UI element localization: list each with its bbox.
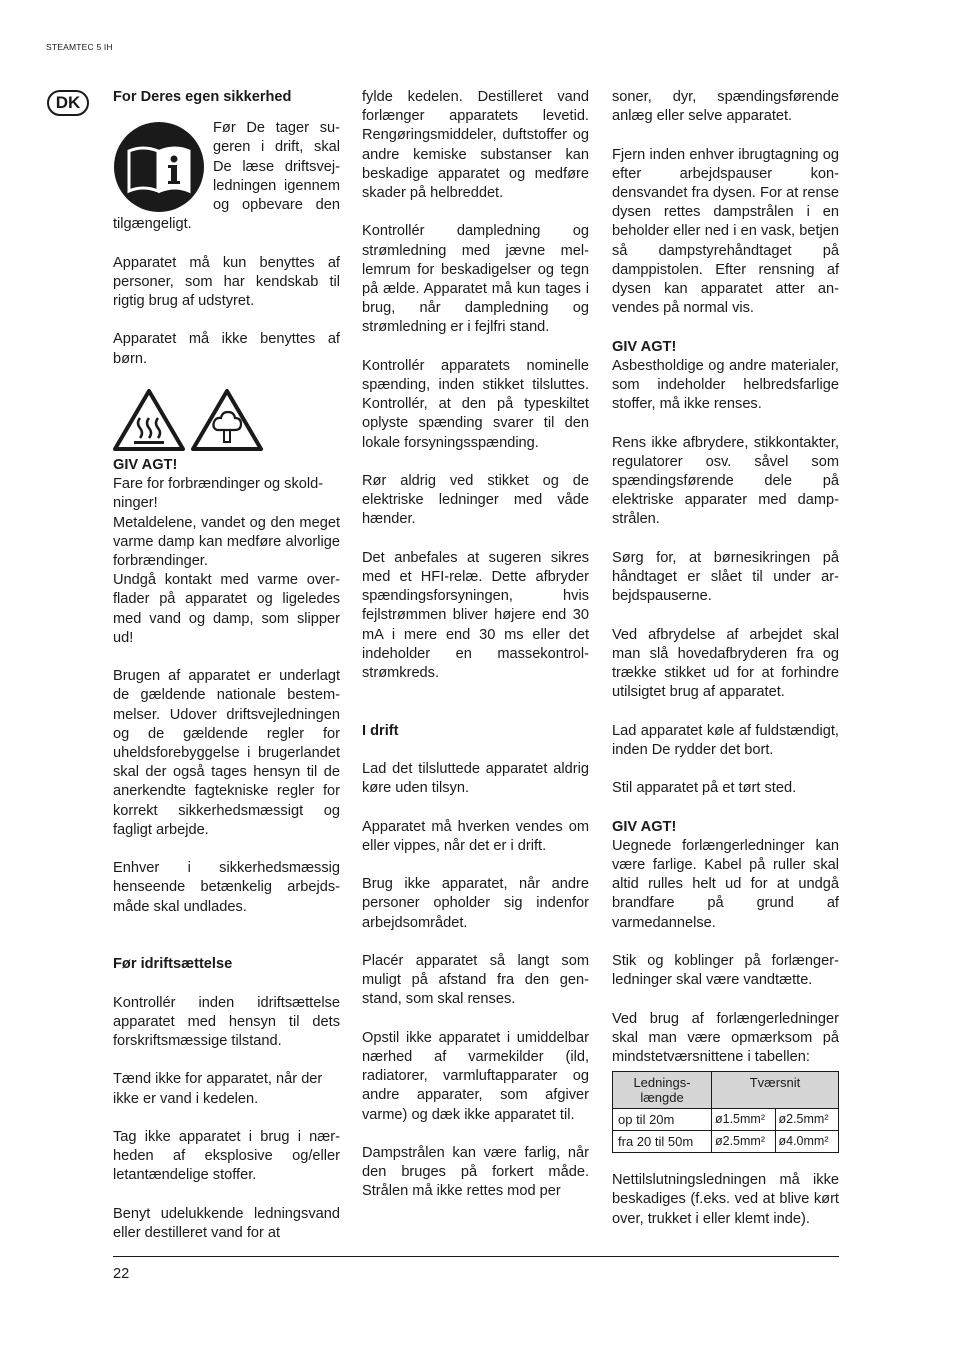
table-header-cross-section: Tværsnit — [712, 1072, 839, 1109]
asbestos-paragraph: Asbestholdige og andre materialer, som indeholder helbredsfarlige stoffer, må ikke renses. — [612, 357, 839, 413]
unattended-paragraph: Lad det tilsluttede apparatet aldrig køre uden tilsyn. — [362, 761, 589, 797]
users-paragraph: Apparatet må kun benyttes af personer, som har kendskab til rigtig brug af udstyret. — [113, 254, 340, 310]
table-row — [613, 1109, 839, 1131]
wet-hands-paragraph: Rør aldrig ved stikket og de elektriske ledninger med våde hænder. — [362, 473, 589, 528]
table-cell-section-b: ø4.0mm² — [775, 1131, 839, 1153]
mains-paragraph: Nettilslutningsledningen må ikke beskadiges (f.eks. ved at blive kørt over, trukket i eller klemt inde). — [612, 1172, 839, 1227]
table-cell-section-b: ø2.5mm² — [775, 1109, 839, 1131]
hoses-paragraph: Kontrollér dampledning og strømledning med jævne mellemrum for beskadigelser og tegn på ælde. Apparatet må kun tages i brug, når dampledning og strømledning er i fejlfri stand. — [362, 223, 589, 336]
no-water-paragraph: Tænd ikke for apparatet, når der ikke er vand i kedelen. — [113, 1071, 323, 1107]
hot-surface-warning-icon — [113, 388, 185, 452]
footer-divider — [113, 1256, 839, 1257]
steam-warning-icon — [191, 388, 263, 452]
children-paragraph: Apparatet må ikke benyttes af børn. — [113, 331, 340, 367]
tilt-paragraph: Apparatet må hverken vendes om eller vippes, når det er i drift. — [362, 818, 589, 854]
explosive-paragraph: Tag ikke apparatet i brug i nærheden af eksplosive og/eller letantændelige stoffer. — [113, 1129, 340, 1184]
distance-paragraph: Placér apparatet så langt som muligt på afstand fra den genstand, som skal renses. — [362, 952, 589, 1008]
column-2 — [362, 88, 589, 1221]
table-cell-section-a: ø1.5mm² — [712, 1109, 776, 1131]
table-header-length: Ledningslængde — [613, 1072, 712, 1109]
voltage-paragraph: Kontrollér apparatets nominelle spænding, inden stikket tilsluttes. Kontrollér, at den på typeskiltet oplyste spænding svarer til den lokale forsyningsspænding. — [362, 357, 589, 451]
hfi-paragraph: Det anbefales at sugeren sikres med et HFI-relæ. Dette afbryder spændingsforsyningen, hvis fejlstrømmen bliver højere end 30 mA i mere end 30 ms eller det indeholder en massekontrolstrømkreds. — [362, 549, 589, 682]
table-row — [613, 1131, 839, 1153]
table-cell-section-a: ø2.5mm² — [712, 1131, 776, 1153]
check-paragraph: Kontrollér inden idriftsættelse apparatet med hensyn til dets forskriftsmæssige tilstand. — [113, 994, 340, 1050]
language-badge: DK — [47, 90, 89, 116]
before-use-heading: Før idriftsættelse — [113, 956, 233, 973]
column-1 — [113, 88, 340, 1262]
warning-heading: GIV AGT! — [113, 457, 178, 473]
table-cell-length: fra 20 til 50m — [613, 1131, 712, 1153]
cable-cross-section-table — [612, 1071, 839, 1153]
warning-metal: Metaldelene, vandet og den meget varme damp kan medføre alvorlige forbrændinger. — [113, 514, 340, 570]
interrupt-paragraph: Ved afbrydelse af arbejdet skal man slå hovedafbryderen fra og trække stikket ud for at forhindre utilsigtet brug af apparatet. — [612, 626, 839, 701]
warning-heading-3: GIV AGT! — [612, 818, 677, 835]
dry-paragraph: Stil apparatet på et tørt sted. — [612, 780, 797, 797]
switches-paragraph: Rens ikke afbrydere, stikkontakter, regulatorer osv. såvel som spændingsførende dele på elektriske apparater med dampstrålen. — [612, 434, 839, 528]
heat-paragraph: Opstil ikke apparatet i umiddelbar nærhed af varmekilder (ild, radiatorer, varmluftapparater og andre apparater, som afgiver varme) og dæk ikke apparatet til. — [362, 1029, 589, 1123]
table-intro-paragraph: Ved brug af forlængerledninger skal man være opmærksom på mindstetværsnittene i tabellen: — [612, 1010, 839, 1065]
jet-paragraph: Dampstrålen kan være farlig, når den bruges på forkert måde. Strålen må ikke rettes mod per — [362, 1144, 589, 1200]
table-cell-length: op til 20m — [613, 1109, 712, 1131]
document-code: STEAMTEC 5 IH — [46, 42, 113, 52]
read-manual-icon — [113, 121, 205, 213]
warning-contact: Undgå kontakt med varme overflader på apparatet og ligeledes med vand og damp, som slipper ud! — [113, 572, 340, 646]
plugs-paragraph: Stik og koblinger på forlængerledninger skal være vandtætte. — [612, 953, 839, 989]
in-operation-heading: I drift — [362, 722, 399, 739]
warning-icons — [113, 388, 340, 452]
extension-paragraph: Uegnede forlængerledninger kan være farlige. Kabel på ruller skal altid rulles helt ud for at undgå brandfare på grund af varmedannelse. — [612, 837, 839, 931]
safety-heading: For Deres egen sikkerhed — [113, 89, 292, 105]
condensate-paragraph: Fjern inden enhver ibrugtagning og efter arbejdspauser kondensvandet fra dysen. For at rense dysen rettes dampstrålen i en beholder eller ned i en vask, betjen så dampstyrehåndtaget på damppistolen. Efter rensning af dysen kan apparatet atter anvendes på normal vis. — [612, 146, 839, 317]
read-manual-block — [113, 119, 340, 234]
column-3 — [612, 88, 839, 1248]
unsafe-paragraph: Enhver i sikkerhedsmæssig henseende betænkelig arbejdsmåde skal undlades. — [113, 860, 340, 915]
regulations-paragraph: Brugen af apparatet er underlagt de gældende nationale bestemmelser. Udover driftsvejledningen og de gældende regler for uheldsforebyggelse i brugerlandet skal der også tages hensyn til de anerkendte fagtekniske regler for korrekt sikkerhedsmæssigt og fagligt arbejde. — [113, 668, 340, 838]
page-number: 22 — [113, 1266, 130, 1282]
warning-burn: Fare for forbrændinger og skoldninger! — [113, 476, 324, 512]
warning-heading-2: GIV AGT! — [612, 338, 677, 355]
persons-paragraph: Brug ikke apparatet, når andre personer opholder sig indenfor arbejdsområdet. — [362, 876, 589, 931]
read-manual-text: Før De tager sugeren i drift, skal De læse driftsvejledningen igennem og opbevare den tilgængeligt. — [113, 120, 340, 233]
water-paragraph: Benyt udelukkende ledningsvand eller destilleret vand for at — [113, 1205, 340, 1241]
jet-continued: soner, dyr, spændingsførende anlæg eller selve apparatet. — [612, 89, 839, 125]
cool-paragraph: Lad apparatet køle af fuldstændigt, inden De rydder det bort. — [612, 722, 839, 758]
child-lock-paragraph: Sørg for, at børnesikringen på håndtaget er slået til under arbejdspauserne. — [612, 549, 839, 605]
water-continued: fylde kedelen. Destilleret vand forlænger apparatets levetid. Rengøringsmiddeler, duftstoffer og andre kemiske substanser kan beskadige apparatet og medføre skader på helbreddet. — [362, 89, 589, 202]
